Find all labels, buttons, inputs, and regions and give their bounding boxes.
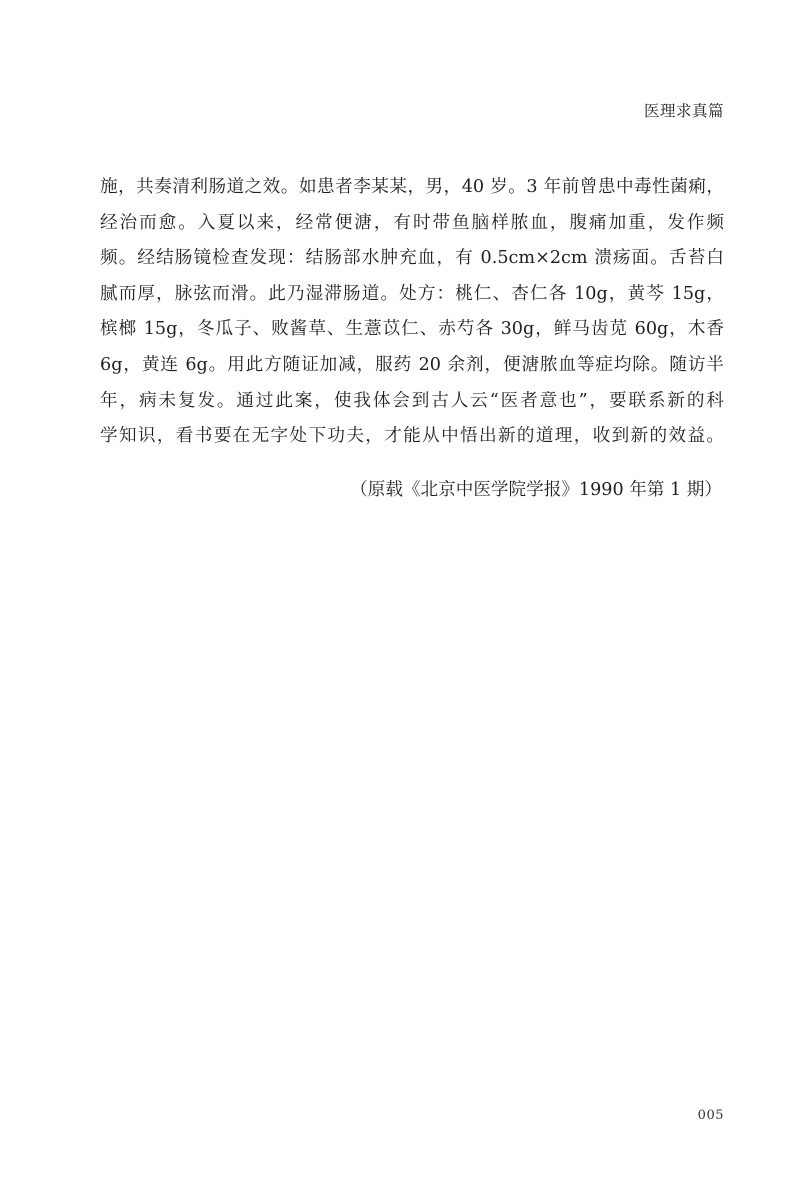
paragraph-line: 槟榔 15g，冬瓜子、败酱草、生薏苡仁、赤芍各 30g，鲜马齿苋 60g，木香 (100, 319, 724, 340)
source-citation: （原载《北京中医学院学报》1990 年第 1 期） (350, 480, 722, 500)
paragraph-line: 腻而厚，脉弦而滑。此乃湿滞肠道。处方：桃仁、杏仁各 10g，黄芩 15g， (100, 283, 724, 304)
paragraph-line: 经治而愈。入夏以来，经常便溏，有时带鱼脑样脓血，腹痛加重，发作频 (100, 212, 724, 233)
running-header: 医理求真篇 (643, 102, 724, 120)
page-number: 005 (697, 1108, 724, 1123)
paragraph-line: 频。经结肠镜检查发现：结肠部水肿充血，有 0.5cm×2cm 溃疡面。舌苔白 (100, 248, 724, 269)
paragraph-line: 施，共奏清利肠道之效。如患者李某某，男，40 岁。3 年前曾患中毒性菌痢， (100, 177, 724, 197)
paragraph-line: 学知识，看书要在无字处下功夫，才能从中悟出新的道理，收到新的效益。 (100, 426, 724, 447)
paragraph-line: 年，病未复发。通过此案，使我体会到古人云“医者意也”，要联系新的科 (100, 390, 724, 411)
body-paragraph (100, 170, 724, 455)
paragraph-line: 6g，黄连 6g。用此方随证加减，服药 20 余剂，便溏脓血等症均除。随访半 (100, 354, 724, 375)
